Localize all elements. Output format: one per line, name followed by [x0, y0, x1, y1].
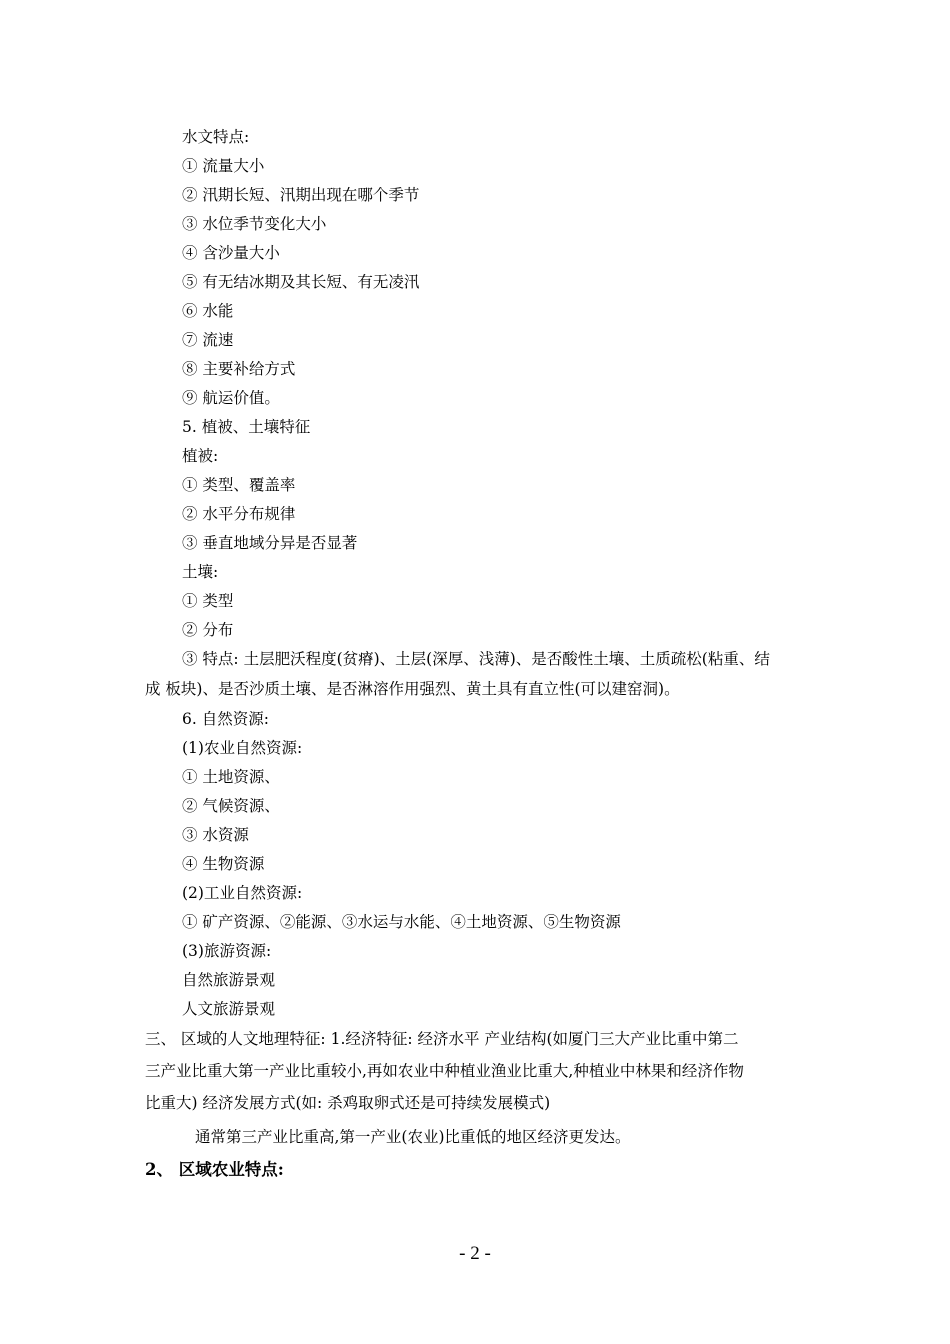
list-item: ④ 含沙量大小 [182, 244, 280, 262]
section-heading: 6. 自然资源: [182, 710, 269, 728]
subsection-heading: (1)农业自然资源: [182, 739, 303, 757]
list-item: ③ 水资源 [182, 826, 249, 844]
list-item: ⑥ 水能 [182, 302, 234, 320]
list-item: ② 汛期长短、汛期出现在哪个季节 [182, 186, 420, 204]
list-item: ③ 垂直地域分异是否显著 [182, 534, 358, 552]
list-item: 自然旅游景观 [182, 971, 276, 989]
soil-heading: 土壤: [182, 563, 219, 581]
list-item: ② 水平分布规律 [182, 505, 296, 523]
paragraph-line: 三产业比重大第一产业比重较小,再如农业中种植业渔业比重大,种植业中林果和经济作物 [145, 1062, 744, 1080]
list-item: ① 土地资源、 [182, 768, 280, 786]
list-item: ③ 水位季节变化大小 [182, 215, 327, 233]
list-item: ① 流量大小 [182, 157, 265, 175]
list-item: 人文旅游景观 [182, 1000, 276, 1018]
list-item: ⑧ 主要补给方式 [182, 360, 296, 378]
section-heading: 5. 植被、土壤特征 [182, 418, 311, 436]
list-item: ① 类型 [182, 592, 234, 610]
list-item: ② 分布 [182, 621, 234, 639]
paragraph-line: ③ 特点: 土层肥沃程度(贫瘠)、土层(深厚、浅薄)、是否酸性土壤、土质疏松(粘重、结 [182, 650, 770, 668]
vegetation-heading: 植被: [182, 447, 219, 465]
list-item: ② 气候资源、 [182, 797, 280, 815]
list-item: ⑨ 航运价值。 [182, 389, 280, 407]
paragraph-line: 成 板块)、是否沙质土壤、是否淋溶作用强烈、黄土具有直立性(可以建窑洞)。 [145, 680, 680, 698]
paragraph-line: 比重大) 经济发展方式(如: 杀鸡取卵式还是可持续发展模式) [145, 1094, 551, 1112]
subsection-heading: (3)旅游资源: [182, 942, 272, 960]
hydrology-heading: 水文特点: [182, 128, 250, 146]
list-item: ① 矿产资源、②能源、③水运与水能、④土地资源、⑤生物资源 [182, 913, 621, 931]
subsection-heading: (2)工业自然资源: [182, 884, 303, 902]
list-item: ④ 生物资源 [182, 855, 265, 873]
paragraph-line: 三、 区域的人文地理特征: 1.经济特征: 经济水平 产业结构(如厦门三大产业比重中第二 [145, 1030, 739, 1048]
list-item: ① 类型、覆盖率 [182, 476, 296, 494]
paragraph-line: 通常第三产业比重高,第一产业(农业)比重低的地区经济更发达。 [195, 1128, 631, 1146]
page-number: - 2 - [459, 1243, 491, 1264]
list-item: ⑦ 流速 [182, 331, 234, 349]
section-heading: 2、 区域农业特点: [145, 1160, 284, 1179]
list-item: ⑤ 有无结冰期及其长短、有无凌汛 [182, 273, 420, 291]
